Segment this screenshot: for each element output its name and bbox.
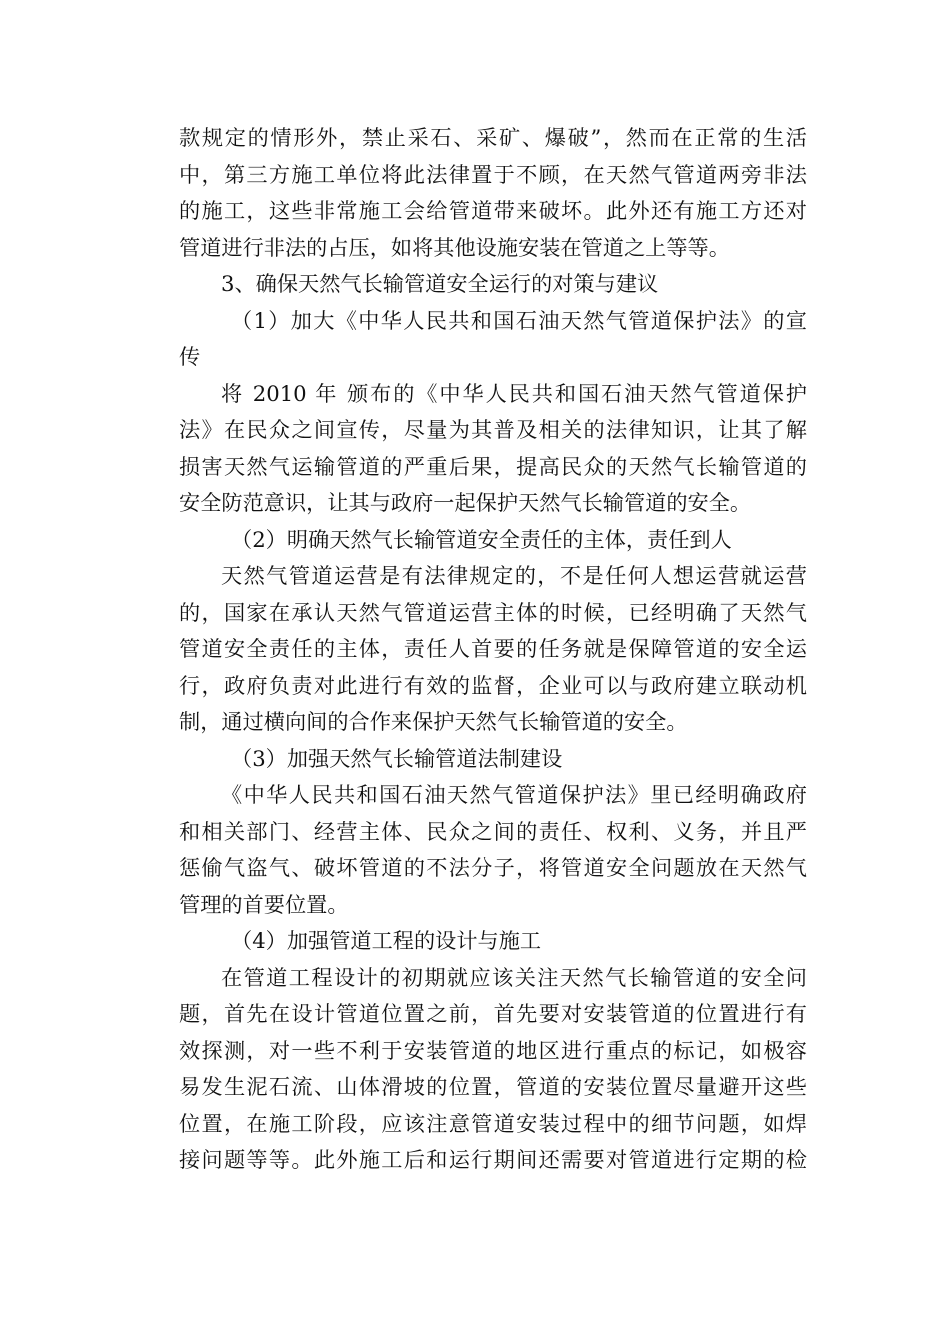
paragraph-line: 易发生泥石流、山体滑坡的位置，管道的安装位置尽量避开这些 — [179, 1074, 807, 1099]
paragraph-line: 中，第三方施工单位将此法律置于不顾，在天然气管道两旁非法 — [179, 161, 807, 187]
paragraph-line: 法》在民众之间宣传，尽量为其普及相关的法律知识，让其了解 — [179, 417, 807, 442]
paragraph-line: 款规定的情形外，禁止采石、采矿、爆破”，然而在正常的生活 — [179, 125, 807, 150]
paragraph-line: 制，通过横向间的合作来保护天然气长输管道的安全。 — [179, 709, 688, 734]
paragraph-line: 天然气管道运营是有法律规定的，不是任何人想运营就运营 — [221, 563, 807, 588]
section-heading: 3、确保天然气长输管道安全运行的对策与建议 — [221, 271, 659, 296]
paragraph-line: 效探测，对一些不利于安装管道的地区进行重点的标记，如极容 — [179, 1037, 807, 1063]
paragraph-line: 的，国家在承认天然气管道运营主体的时候，已经明确了天然气 — [179, 599, 807, 625]
paragraph-line: 位置，在施工阶段，应该注意管道安装过程中的细节问题，如焊 — [179, 1110, 807, 1136]
paragraph-line: 管理的首要位置。 — [179, 891, 349, 917]
paragraph-line: 行，政府负责对此进行有效的监督，企业可以与政府建立联动机 — [179, 672, 807, 698]
subheading: （4）加强管道工程的设计与施工 — [231, 928, 542, 953]
subheading: 传 — [179, 344, 201, 369]
paragraph-line: 将 2010 年 颁布的《中华人民共和国石油天然气管道保护 — [221, 380, 807, 406]
paragraph-line: 题，首先在设计管道位置之前，首先要对安装管道的位置进行有 — [179, 1001, 807, 1026]
paragraph-line: 管道安全责任的主体，责任人首要的任务就是保障管道的安全运 — [179, 636, 807, 661]
paragraph-line: 管道进行非法的占压，如将其他设施安装在管道之上等等。 — [179, 234, 730, 260]
paragraph-line: 损害天然气运输管道的严重后果，提高民众的天然气长输管道的 — [179, 453, 807, 479]
subheading: （1）加大《中华人民共和国石油天然气管道保护法》的宣 — [231, 307, 807, 333]
paragraph-line: 的施工，这些非常施工会给管道带来破坏。此外还有施工方还对 — [179, 198, 807, 223]
paragraph-line: 和相关部门、经营主体、民众之间的责任、权利、义务，并且严 — [179, 818, 807, 844]
body-text — [179, 120, 807, 1179]
subheading: （2）明确天然气长输管道安全责任的主体，责任到人 — [231, 526, 732, 552]
subheading: （3）加强天然气长输管道法制建设 — [231, 745, 563, 771]
paragraph-line: 《中华人民共和国石油天然气管道保护法》里已经明确政府 — [221, 782, 807, 807]
paragraph-line: 在管道工程设计的初期就应该关注天然气长输管道的安全问 — [221, 964, 807, 990]
paragraph-line: 惩偷气盗气、破坏管道的不法分子，将管道安全问题放在天然气 — [179, 855, 807, 880]
paragraph-line: 接问题等等。此外施工后和运行期间还需要对管道进行定期的检 — [179, 1147, 807, 1172]
paragraph-line: 安全防范意识，让其与政府一起保护天然气长输管道的安全。 — [179, 490, 752, 515]
